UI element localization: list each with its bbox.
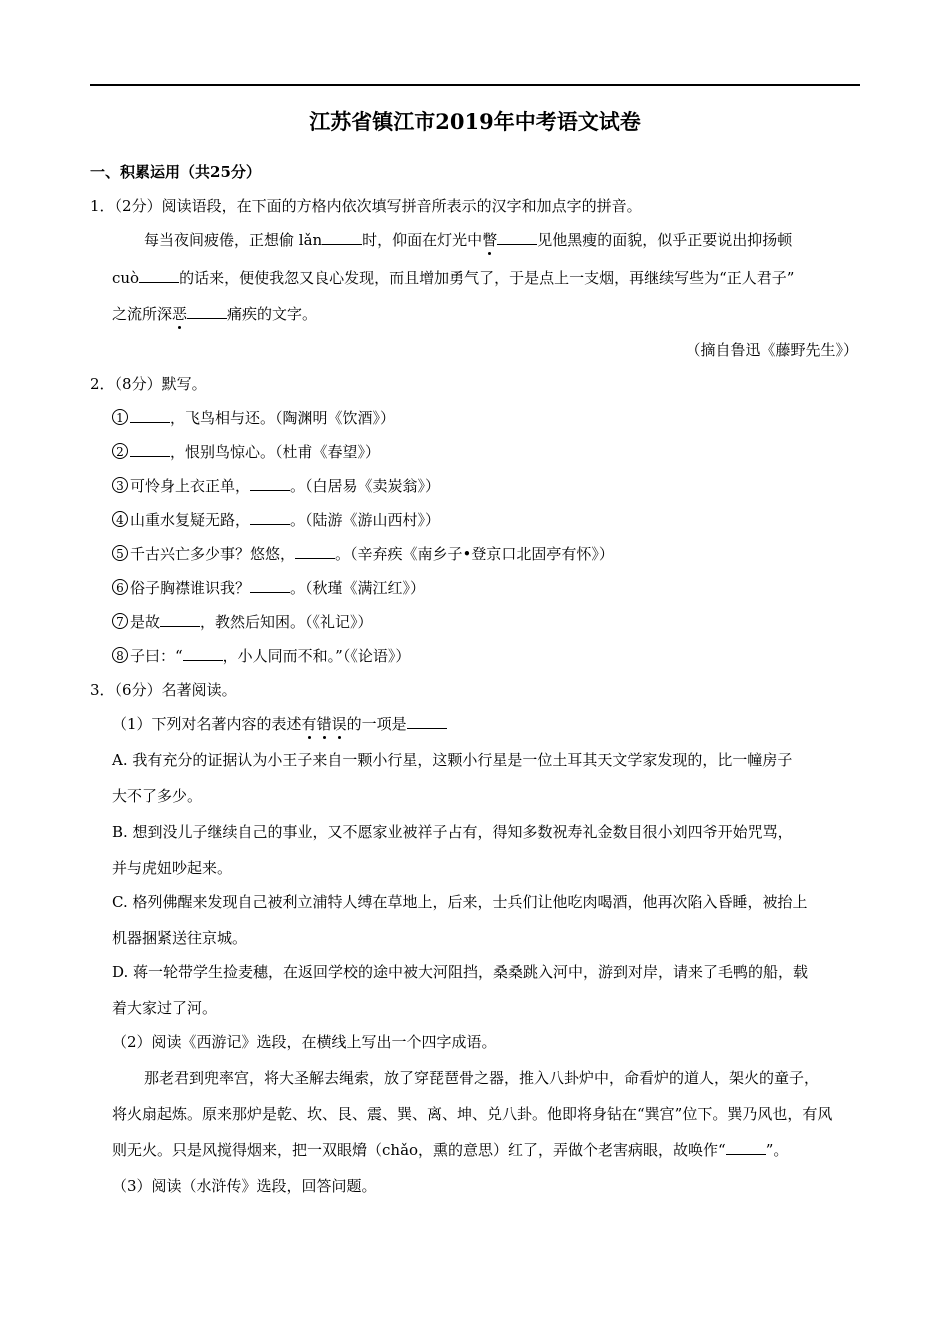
q1-text: 见他黑瘦的面貌，似乎正要说出抑扬顿 xyxy=(537,231,793,249)
passage-text: 则无火。只是风搅得烟来，把一双眼熁（chǎo，熏的意思）红了，弄做个老害病眼，故唤作“ xyxy=(112,1141,726,1159)
q2-blank-8[interactable] xyxy=(183,646,223,661)
item-number: 6 xyxy=(112,579,128,595)
passage-line: 将火扇起炼。原来那炉是乾、坎、艮、震、巽、离、坤、兑八卦。他即将身钻在“巽宫”位下。巽乃风也，有风 xyxy=(112,1105,833,1123)
option-a: A. 我有充分的证据认为小王子来自一颗小行星，这颗小行星是一位土耳其天文学家发现的，比一幢房子 xyxy=(112,751,793,769)
item-text: 千古兴亡多少事？悠悠， xyxy=(130,545,296,563)
q2-item xyxy=(112,510,440,530)
q3-answer-blank[interactable] xyxy=(407,714,447,729)
q2-heading: 2．（8分）默写。 xyxy=(90,375,207,393)
sub-text: （1）下列对名著内容的表述 xyxy=(112,715,302,733)
item-text: ，教然后知困。（《礼记》） xyxy=(200,613,373,631)
item-number: 7 xyxy=(112,613,128,629)
option-a-cont: 大不了多少。 xyxy=(112,787,203,805)
q2-blank-1[interactable] xyxy=(130,408,170,423)
option-c: C. 格列佛醒来发现自己被利立浦特人缚在草地上，后来，士兵们让他吃肉喝酒，他再次陷入昏睡，被抬上 xyxy=(112,893,808,911)
item-number: 2 xyxy=(112,443,128,459)
q2-blank-6[interactable] xyxy=(250,578,290,593)
q1-passage-line2 xyxy=(112,268,794,288)
q3-sub3: （3）阅读（水浒传》选段，回答问题。 xyxy=(112,1177,377,1195)
item-number: 4 xyxy=(112,511,128,527)
option-d: D. 蒋一轮带学生捡麦穗，在返回学校的途中被大河阻挡，桑桑跳入河中，游到对岸，请来了毛鸭的船，载 xyxy=(112,963,809,981)
item-text: 。（陆游《游山西村》） xyxy=(290,511,441,529)
option-b: B. 想到没儿子继续自己的事业，又不愿家业被祥子占有，得知多数祝寿礼金数目很小刘四爷开始咒骂， xyxy=(112,823,793,841)
item-number: 1 xyxy=(112,409,128,425)
q2-item xyxy=(112,612,373,632)
option-d-cont: 着大家过了河。 xyxy=(112,999,218,1017)
dotted-char: 错 xyxy=(316,715,332,733)
q2-blank-5[interactable] xyxy=(295,544,335,559)
q1-blank-4[interactable] xyxy=(187,304,227,319)
item-text: 。（秋瑾《满江红》） xyxy=(290,579,426,597)
dotted-char: 有 xyxy=(301,715,317,733)
q1-blank-1[interactable] xyxy=(322,230,362,245)
option-b-cont: 并与虎妞吵起来。 xyxy=(112,859,233,877)
item-text: 。（白居易《卖炭翁》） xyxy=(290,477,441,495)
q2-item xyxy=(112,476,440,496)
q3-sub1 xyxy=(112,714,447,734)
item-text: 是故 xyxy=(130,613,161,631)
q1-text: 的话来，便使我忽又良心发现，而且增加勇气了，于是点上一支烟，再继续写些为“正人君子” xyxy=(179,269,795,287)
sub-text: 的一项是 xyxy=(346,715,407,733)
dotted-char: 误 xyxy=(331,715,347,733)
item-text: 俗子胸襟谁识我？ xyxy=(130,579,251,597)
passage-line xyxy=(112,1140,788,1160)
q2-blank-3[interactable] xyxy=(250,476,290,491)
item-text: ，小人同而不和。”（《论语》） xyxy=(222,647,411,665)
page-title: 江苏省镇江市2019年中考语文试卷 xyxy=(309,109,641,134)
q1-heading: 1．（2分）阅读语段，在下面的方格内依次填写拼音所表示的汉字和加点字的拼音。 xyxy=(90,197,642,215)
item-text: 山重水复疑无路， xyxy=(130,511,251,529)
item-number: 5 xyxy=(112,545,128,561)
q2-item xyxy=(112,408,395,428)
q1-text: 痛疾的文字。 xyxy=(227,305,318,323)
header-rule xyxy=(90,84,860,86)
item-text: 。（辛弃疾《南乡子•登京口北固亭有怀》） xyxy=(335,545,614,563)
q2-item xyxy=(112,578,425,598)
passage-text: ”。 xyxy=(765,1141,789,1159)
q1-text: 之流所深 xyxy=(112,305,173,323)
passage-line: 那老君到兜率宫，将大圣解去绳索，放了穿琵琶骨之器，推入八卦炉中，命看炉的道人，架火的童子， xyxy=(144,1069,820,1087)
q3-idiom-blank[interactable] xyxy=(726,1140,766,1155)
q2-item xyxy=(112,544,614,564)
q1-blank-3[interactable] xyxy=(139,268,179,283)
dotted-char: 恶 xyxy=(172,305,188,323)
dotted-char: 瞥 xyxy=(482,231,498,249)
q3-sub2: （2）阅读《西游记》选段，在横线上写出一个四字成语。 xyxy=(112,1033,497,1051)
q1-blank-2[interactable] xyxy=(497,230,537,245)
q2-blank-2[interactable] xyxy=(130,442,170,457)
q2-blank-4[interactable] xyxy=(250,510,290,525)
q2-item xyxy=(112,442,380,462)
q1-text: 每当夜间疲倦，正想偷 lǎn xyxy=(144,231,323,249)
q1-source: （摘自鲁迅《藤野先生》） xyxy=(685,341,858,359)
option-c-cont: 机器捆紧送往京城。 xyxy=(112,929,248,947)
section-heading: 一、积累运用（共25分） xyxy=(90,163,261,181)
q3-heading: 3．（6分）名著阅读。 xyxy=(90,681,237,699)
item-number: 3 xyxy=(112,477,128,493)
q1-text: 时，仰面在灯光中 xyxy=(362,231,483,249)
item-text: ，飞鸟相与还。（陶渊明《饮酒》） xyxy=(170,409,396,427)
q1-passage-line3 xyxy=(112,304,317,324)
item-number: 8 xyxy=(112,647,128,663)
item-text: 子曰：“ xyxy=(130,647,183,665)
item-text: ，恨别鸟惊心。（杜甫《春望》） xyxy=(170,443,381,461)
q1-text: cuò xyxy=(112,269,140,287)
q2-item xyxy=(112,646,410,666)
item-text: 可怜身上衣正单， xyxy=(130,477,251,495)
q1-passage-line1 xyxy=(144,230,792,250)
q2-blank-7[interactable] xyxy=(160,612,200,627)
